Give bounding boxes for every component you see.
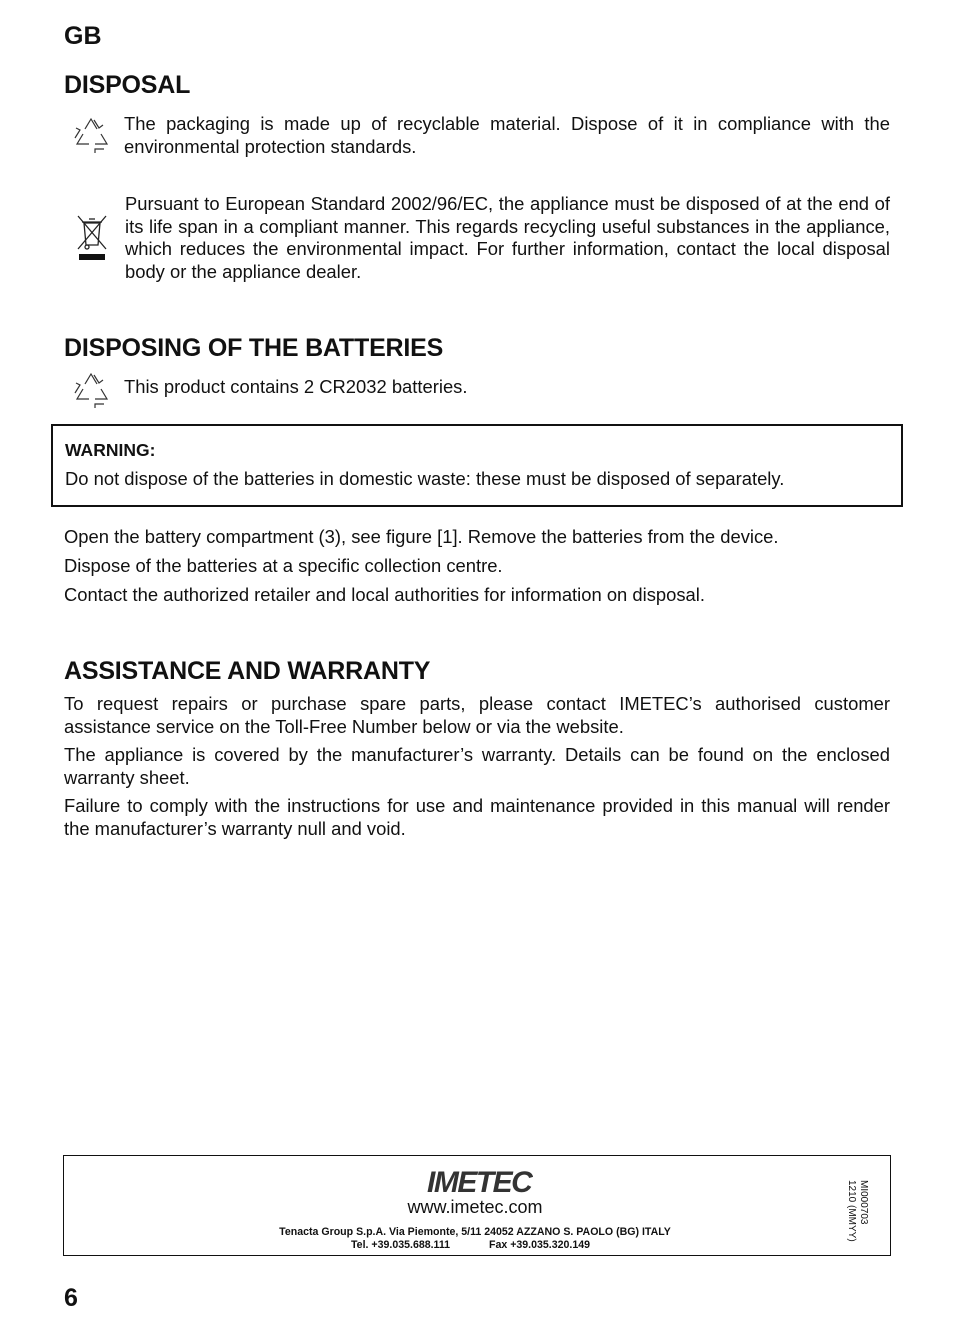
battery-step: Contact the authorized retailer and local authorities for information on disposal. xyxy=(64,584,705,605)
battery-recycle-icon xyxy=(71,369,113,411)
batteries-contains-text: This product contains 2 CR2032 batteries. xyxy=(124,376,468,397)
assistance-paragraph: To request repairs or purchase spare parts, please contact IMETEC’s authorised customer assistance service on the Toll-Free Number below or via the website. xyxy=(64,693,890,737)
company-address: Tenacta Group S.p.A. Via Piemonte, 5/11 24052 AZZANO S. PAOLO (BG) ITALY xyxy=(279,1226,671,1238)
language-code: GB xyxy=(64,22,102,50)
doc-code: MI000703 xyxy=(858,1180,869,1225)
telephone: Tel. +39.035.688.111 xyxy=(351,1239,451,1251)
website-link[interactable]: www.imetec.com xyxy=(407,1197,543,1217)
disposal-heading: DISPOSAL xyxy=(64,71,191,99)
document-code xyxy=(845,1180,869,1242)
weee-text: Pursuant to European Standard 2002/96/EC, the appliance must be disposed of at the end of its life span in a compliant manner. This regards recycling useful substances in the appliance, which reduces the environmental impact. For further information, contact the local disposal body or the appliance dealer. xyxy=(125,193,890,282)
warning-text: Do not dispose of the batteries in domestic waste: these must be disposed of separately. xyxy=(65,468,785,489)
logo-wordmark: IMETEC xyxy=(427,1166,532,1198)
footer-box xyxy=(63,1155,891,1256)
assistance-heading: ASSISTANCE AND WARRANTY xyxy=(64,657,431,685)
weee-bin-icon xyxy=(76,213,108,261)
fax: Fax +39.035.320.149 xyxy=(489,1239,591,1251)
warning-box xyxy=(51,424,903,507)
assistance-paragraph: Failure to comply with the instructions for use and maintenance provided in this manual will render the manufacturer’s warranty null and void. xyxy=(64,795,890,839)
battery-step: Dispose of the batteries at a specific collection centre. xyxy=(64,555,503,576)
battery-step: Open the battery compartment (3), see figure [1]. Remove the batteries from the device. xyxy=(64,526,779,547)
warning-title: WARNING: xyxy=(65,440,156,460)
batteries-heading: DISPOSING OF THE BATTERIES xyxy=(64,334,444,362)
doc-date: 1210 (MMYY) xyxy=(846,1180,857,1242)
assistance-paragraph: The appliance is covered by the manufacturer’s warranty. Details can be found on the enclosed warranty sheet. xyxy=(64,744,890,788)
packaging-text: The packaging is made up of recyclable material. Dispose of it in compliance with the environmental protection standards. xyxy=(124,113,890,157)
page-number: 6 xyxy=(64,1284,78,1312)
recycle-icon xyxy=(71,114,113,156)
imetec-logo xyxy=(423,1164,533,1198)
